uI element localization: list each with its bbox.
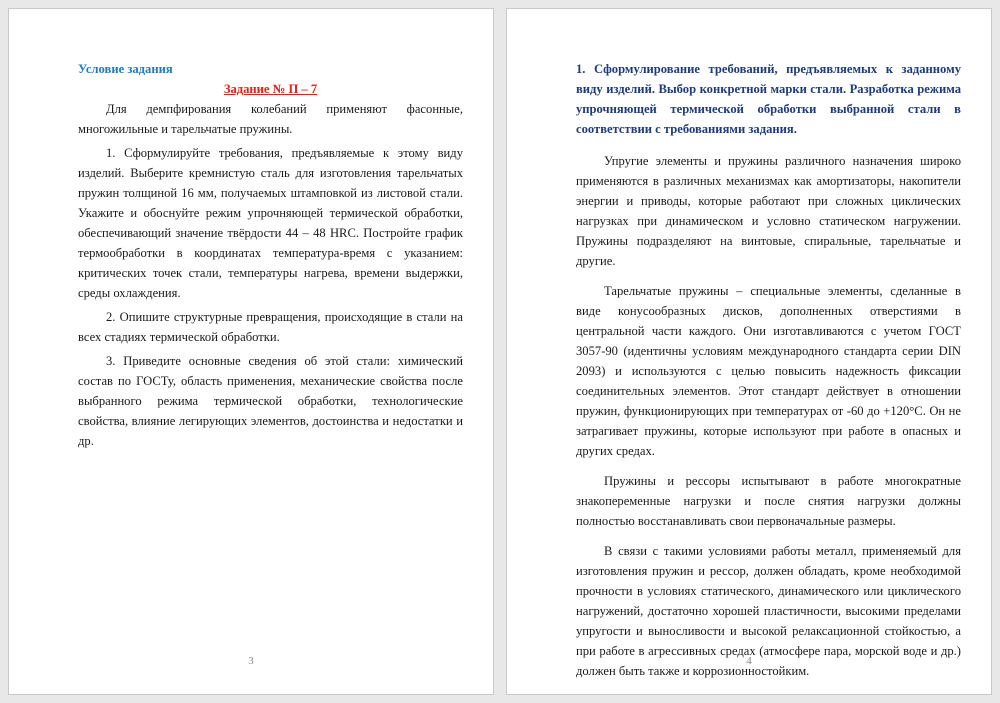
page-content <box>78 59 463 455</box>
page-content <box>576 59 961 691</box>
paragraph: 3. Приведите основные сведения об этой стали: химический состав по ГОСТу, область применения, механические свойства после выбранного режима термической обработки, технологические свойства, влияние легирующих элементов, достоинства и недостатки и др. <box>78 354 463 448</box>
paragraph: Пружины и рессоры испытывают в работе многократные знакопеременные нагрузки и после снятия нагрузки должны полностью восстанавливать свои первоначальные размеры. <box>576 474 961 528</box>
page-number: 3 <box>248 655 254 667</box>
section-heading: 1. Сформулирование требований, предъявляемых к заданному виду изделий. Выбор конкретной марки стали. Разработка режима упрочняющей термической обработки выбранной стали в соответствии с требованиями задания. <box>576 62 961 136</box>
paragraph: 1. Сформулируйте требования, предъявляемые к этому виду изделий. Выберите кремнистую сталь для изготовления тарельчатых пружин толщиной 16 мм, получаемых штамповкой из листовой стали. Укажите и обоснуйте режим упрочняющей термической обработки, обеспечивающий значение твёрдости 44 – 48 HRC. Постройте график термообработки в координатах температура-время с указанием: критических точек стали, температуры нагрева, времени выдержки, среды охлаждения. <box>78 146 463 300</box>
task-title: Задание № П – 7 <box>223 82 318 96</box>
paragraph: В связи с такими условиями работы металл, применяемый для изготовления пружин и рессор, должен обладать, кроме необходимой прочности в условиях статического, динамического или циклического нагружений, достаточно хорошей пластичности, высокими пределами упругости и выносливости и высокой релаксационной стойкостью, а при работе в агрессивных средах (атмосфере пара, морской воде и др.) должен быть также и коррозионностойким. <box>576 544 961 678</box>
page-number: 4 <box>746 655 752 667</box>
paragraph: Тарельчатые пружины – специальные элементы, сделанные в виде конусообразных дисков, дополненных отверстиями в центральной части каждого. Они изготавливаются с учетом ГОСТ 3057-90 (идентичны условиям международного стандарта серии DIN 2093) и используются с целью повысить надежность фиксации соединительных элементов. Этот стандарт действует в отношении пружин, функционирующих при температурах от -60 до +120°C. Он не затрагивает пружины, которые используют при работе в опасных и других средах. <box>576 284 961 458</box>
paragraph: 2. Опишите структурные превращения, происходящие в стали на всех стадиях термической обработки. <box>78 310 463 344</box>
document-page-3 <box>8 8 494 695</box>
document-page-4 <box>506 8 992 695</box>
paragraph: Для демпфирования колебаний применяют фасонные, многожильные и тарельчатые пружины. <box>78 102 463 136</box>
section-title: Условие задания <box>78 62 173 76</box>
paragraph: Упругие элементы и пружины различного назначения широко применяются в различных механизмах как амортизаторы, накопители энергии и приводы, которые работают при сложных циклических нагрузках при динамическом и условно статическом нагружении. Пружины подразделяют на винтовые, спиральные, тарельчатые и другие. <box>576 154 961 268</box>
